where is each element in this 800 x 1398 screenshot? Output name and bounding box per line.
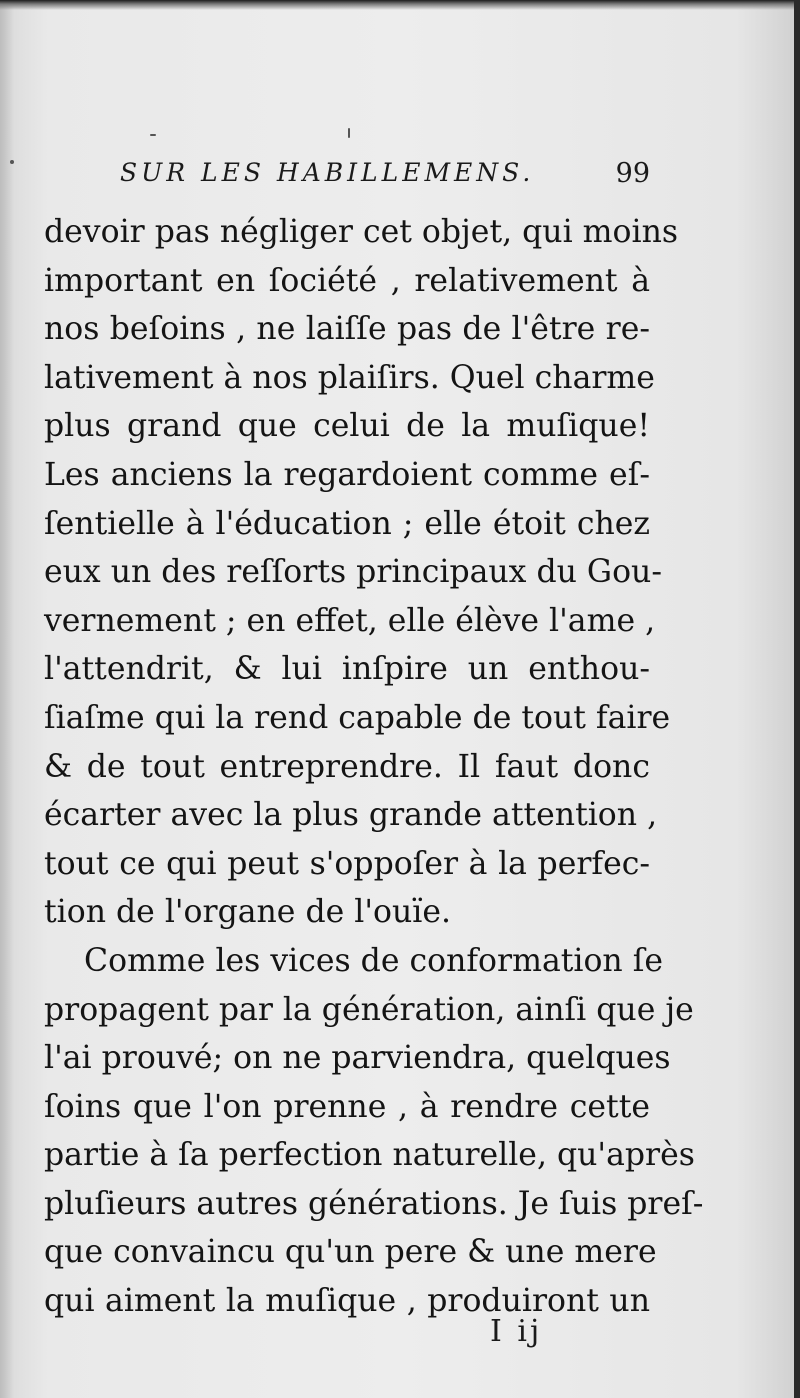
print-speck xyxy=(10,160,14,164)
paragraph-last-line: tion de l'organe de l'ouïe. xyxy=(44,894,451,931)
text-line: l'ai prouvé; on ne parviendra, quelques xyxy=(44,1040,671,1077)
page-right-edge xyxy=(794,0,800,1398)
text-line: nos beſoins , ne laiſſe pas de l'être re- xyxy=(44,311,650,348)
text-line: partie à ſa perfection naturelle, qu'après xyxy=(44,1137,695,1174)
text-line: pluſieurs autres générations. Je ſuis preſ- xyxy=(44,1185,704,1222)
print-speck xyxy=(150,134,156,136)
page-gutter-shadow xyxy=(0,0,14,1398)
text-line: que convaincu qu'un pere & une mere xyxy=(44,1234,657,1271)
running-head: SUR LES HABILLEMENS. xyxy=(120,158,535,187)
text-line: tout ce qui peut s'oppoſer à la perfec- xyxy=(44,845,650,882)
text-line: propagent par la génération, ainſi que je xyxy=(44,991,694,1028)
text-line: ſoins que l'on prenne , à rendre cette xyxy=(44,1088,650,1125)
text-line: Les anciens la regardoient comme eſ- xyxy=(44,456,650,493)
text-line: important en ſociété , relativement à xyxy=(44,262,650,299)
text-line: ſiaſme qui la rend capable de tout faire xyxy=(44,699,671,736)
paragraph-first-line: Comme les vices de conformation ſe xyxy=(84,942,664,979)
page-header xyxy=(120,158,660,198)
text-line: vernement ; en effet, elle élève l'ame , xyxy=(44,602,656,639)
text-line: lativement à nos plaiſirs. Quel charme xyxy=(44,359,655,396)
signature-mark: I ij xyxy=(490,1314,543,1349)
print-speck xyxy=(348,128,350,138)
page-number: 99 xyxy=(615,158,650,189)
text-line: écarter avec la plus grande attention , xyxy=(44,797,658,834)
text-line: plus grand que celui de la muſique! xyxy=(44,408,650,445)
text-line: ſentielle à l'éducation ; elle étoit chez xyxy=(44,505,650,542)
text-line: & de tout entreprendre. Il faut donc xyxy=(44,748,650,785)
text-line: devoir pas négliger cet objet, qui moins xyxy=(44,214,679,250)
text-line: eux un des reſſorts principaux du Gou- xyxy=(44,554,662,591)
body-text xyxy=(44,208,704,1326)
text-line: qui aiment la muſique , produiront un xyxy=(44,1283,650,1320)
page-top-edge xyxy=(0,0,800,10)
text-line: l'attendrit, & lui inſpire un enthou- xyxy=(44,651,650,688)
